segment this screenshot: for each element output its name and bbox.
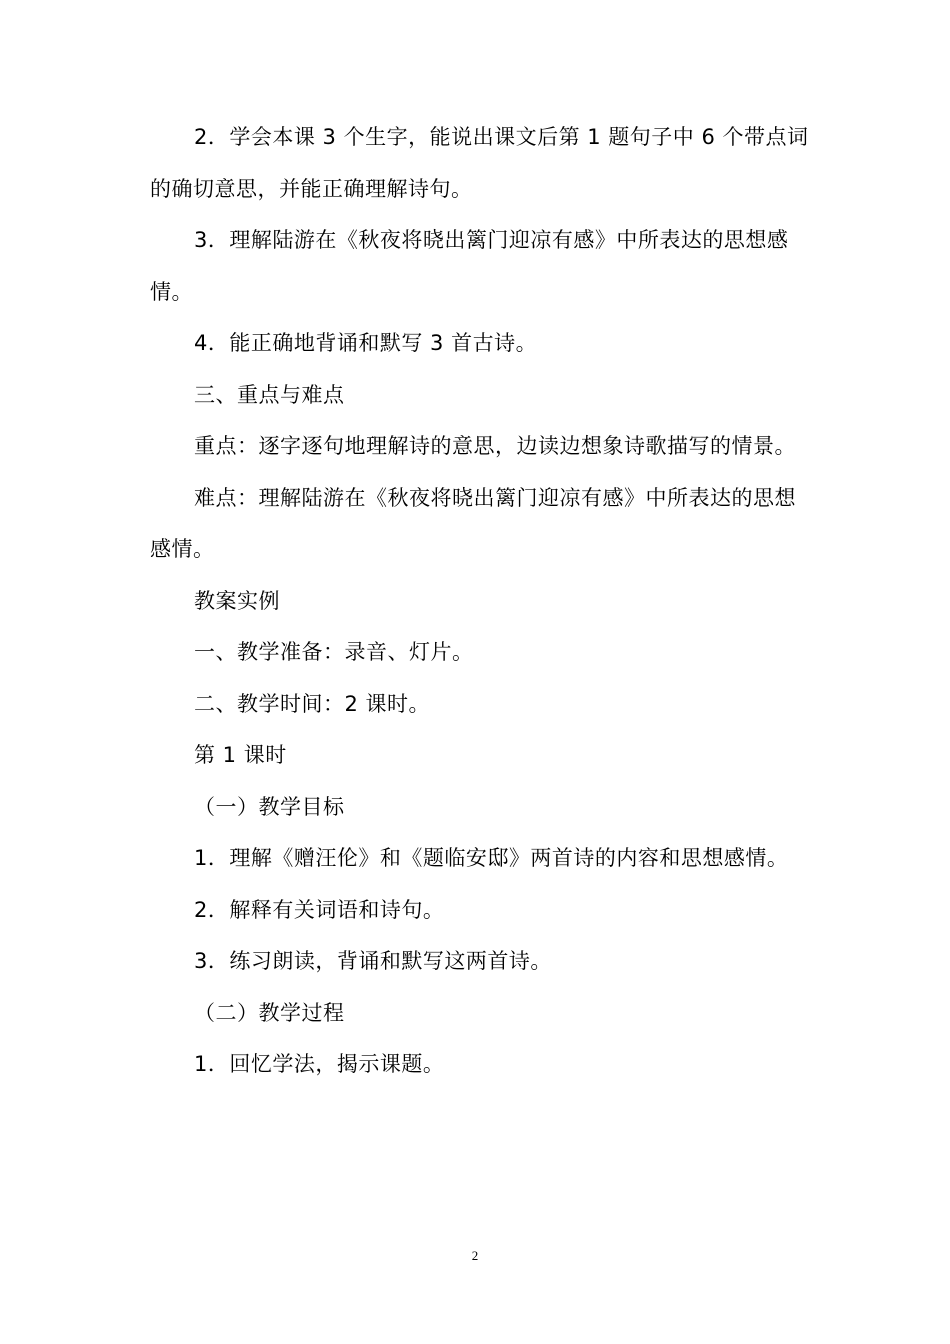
paragraph-objective-4: 4．能正确地背诵和默写 3 首古诗。 bbox=[194, 331, 538, 355]
paragraph-goal-2: 2．解释有关词语和诗句。 bbox=[194, 897, 445, 922]
paragraph-objective-3: 3．理解陆游在《秋夜将晓出篱门迎凉有感》中所表达的思想感情。 bbox=[150, 228, 789, 304]
paragraph-preparation: 一、教学准备：录音、灯片。 bbox=[194, 640, 474, 664]
section-heading-key-points: 三、重点与难点 bbox=[194, 382, 345, 407]
paragraph-teaching-time: 二、教学时间：2 课时。 bbox=[194, 691, 431, 716]
paragraph-goal-3: 3．练习朗读，背诵和默写这两首诗。 bbox=[194, 949, 552, 973]
paragraph-difficulty: 难点：理解陆游在《秋夜将晓出篱门迎凉有感》中所表达的思想感情。 bbox=[150, 485, 796, 561]
paragraph-goal-1: 1．理解《赠汪伦》和《题临安邸》两首诗的内容和思想感情。 bbox=[194, 846, 789, 870]
heading-teaching-process: （二）教学过程 bbox=[194, 1000, 345, 1025]
page-number: 2 bbox=[471, 1248, 479, 1263]
paragraph-process-1: 1．回忆学法，揭示课题。 bbox=[194, 1052, 445, 1076]
paragraph-objective-2: 2．学会本课 3 个生字，能说出课文后第 1 题句子中 6 个带点词的确切意思，并能正确理解诗句。 bbox=[150, 125, 809, 201]
heading-teaching-goals: （一）教学目标 bbox=[194, 794, 345, 819]
paragraph-key-point: 重点：逐字逐句地理解诗的意思，边读边想象诗歌描写的情景。 bbox=[194, 434, 796, 458]
document-body bbox=[150, 112, 810, 1091]
heading-lesson-1: 第 1 课时 bbox=[194, 743, 287, 767]
section-heading-lesson-example: 教案实例 bbox=[194, 588, 280, 613]
